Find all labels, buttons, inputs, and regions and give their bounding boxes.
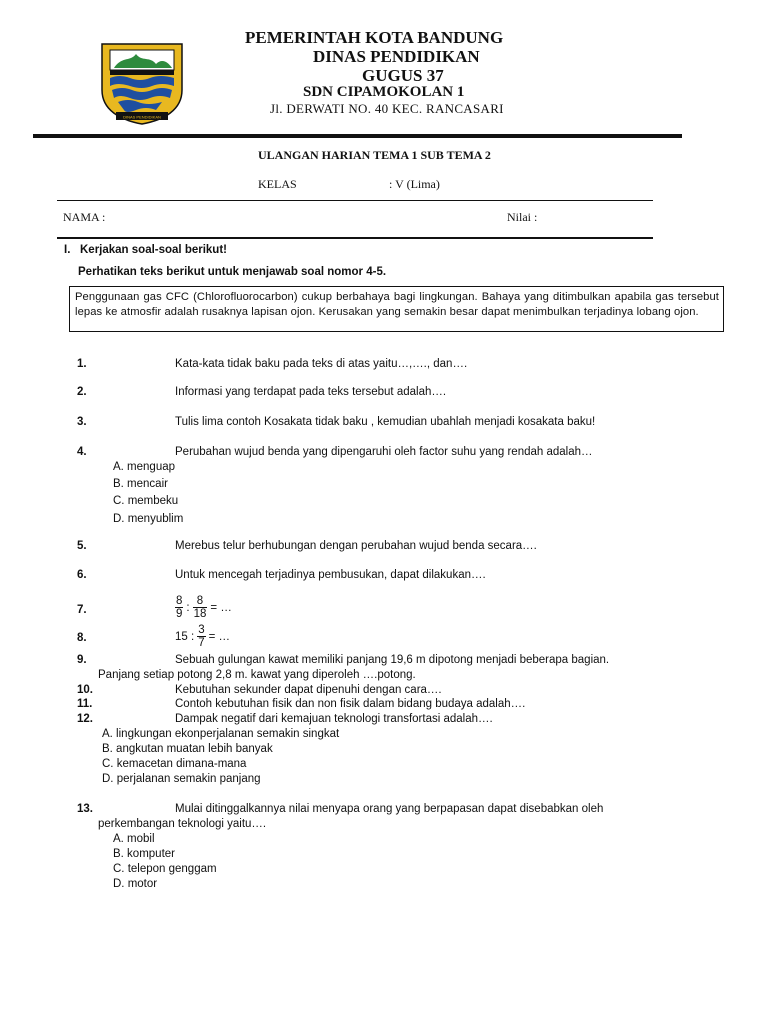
numerator: 8 [196,595,204,607]
cluster-title: GUGUS 37 [362,66,444,85]
school-address: Jl. DERWATI NO. 40 KEC. RANCASARI [270,101,504,116]
denominator: 18 [193,608,207,620]
denominator: 9 [176,608,183,620]
fraction-expression [175,595,232,620]
answer-option: A. menguap [113,461,176,473]
bandung-city-emblem [96,40,188,126]
question-text: Untuk mencegah terjadinya pembusukan, dapat dilakukan…. [175,569,486,581]
question-text: Sebuah gulungan kawat memiliki panjang 19,6 m dipotong menjadi beberapa bagian. [175,654,610,666]
question-number: 4. [77,446,87,458]
equals-blank: = … [208,630,231,643]
fraction [175,595,183,620]
operator: : [186,601,190,614]
info-divider-bottom [57,237,653,239]
section-number: I. [64,244,71,256]
answer-option: D. menyublim [113,513,184,525]
whole-number: 15 : [175,630,195,643]
numerator: 3 [198,624,205,636]
answer-option: B. komputer [113,848,175,860]
question-text: Informasi yang terdapat pada teks tersebut adalah…. [175,386,447,398]
question-number: 13. [77,803,93,815]
question-number: 7. [77,604,87,616]
score-field-label: Nilai : [507,210,538,224]
equals-blank: = … [210,601,232,614]
question-number: 9. [77,654,87,666]
info-divider-top [57,200,653,201]
class-label: KELAS [258,177,297,191]
denominator: 7 [198,637,205,649]
section-instruction: Kerjakan soal-soal berikut! [80,244,227,256]
question-number: 6. [77,569,87,581]
answer-option: A. lingkungan ekonperjalanan semakin singkat [102,728,340,740]
fraction-expression [175,624,230,649]
question-number: 11. [77,698,93,710]
answer-option: D. motor [113,878,158,890]
question-text: Kebutuhan sekunder dapat dipenuhi dengan cara…. [175,684,442,696]
reading-instruction: Perhatikan teks berikut untuk menjawab soal nomor 4-5. [78,266,387,278]
question-text-continued: perkembangan teknologi yaitu…. [98,818,267,830]
question-text: Mulai ditinggalkannya nilai menyapa orang yang berpapasan dapat disebabkan oleh [175,803,604,815]
answer-option: D. perjalanan semakin panjang [102,773,261,785]
question-text: Perubahan wujud benda yang dipengaruhi oleh factor suhu yang rendah adalah… [175,446,593,458]
answer-option: C. membeku [113,495,179,507]
question-number: 10. [77,684,93,696]
government-title: PEMERINTAH KOTA BANDUNG [245,28,504,47]
svg-text:DINAS PENDIDIKAN: DINAS PENDIDIKAN [123,114,161,120]
question-number: 3. [77,416,87,428]
question-number: 5. [77,540,87,552]
question-text: Contoh kebutuhan fisik dan non fisik dalam bidang budaya adalah…. [175,698,526,710]
question-number: 2. [77,386,87,398]
question-text: Dampak negatif dari kemajuan teknologi transfortasi adalah…. [175,713,493,725]
question-number: 1. [77,358,87,370]
class-value: : V (Lima) [389,177,440,191]
department-title: DINAS PENDIDIKAN [313,47,480,66]
question-number: 12. [77,713,93,725]
numerator: 8 [176,595,183,607]
answer-option: B. mencair [113,478,168,490]
answer-option: B. angkutan muatan lebih banyak [102,743,273,755]
question-text: Tulis lima contoh Kosakata tidak baku , kemudian ubahlah menjadi kosakata baku! [175,416,596,428]
fraction [197,624,205,649]
answer-option: C. telepon genggam [113,863,217,875]
school-name: SDN CIPAMOKOLAN 1 [303,84,465,100]
question-number: 8. [77,632,87,644]
reading-passage: Penggunaan gas CFC (Chlorofluorocarbon) cukup berbahaya bagi lingkungan. Bahaya yang ditimbulkan apabila gas tersebut lepas ke atmosfir adalah rusaknya lapisan ojon. Kerusakan yang semakin besar dapat menimbulkan terjadinya lobang ojon. [69,286,724,332]
answer-option: A. mobil [113,833,155,845]
exam-title: ULANGAN HARIAN TEMA 1 SUB TEMA 2 [258,148,491,162]
question-text: Kata-kata tidak baku pada teks di atas yaitu…,…., dan…. [175,358,468,370]
fraction [193,595,208,620]
header-divider [33,134,682,138]
question-text: Merebus telur berhubungan dengan perubahan wujud benda secara…. [175,540,537,552]
question-text-continued: Panjang setiap potong 2,8 m. kawat yang diperoleh ….potong. [98,669,416,681]
name-field-label: NAMA : [63,210,106,224]
answer-option: C. kemacetan dimana-mana [102,758,247,770]
